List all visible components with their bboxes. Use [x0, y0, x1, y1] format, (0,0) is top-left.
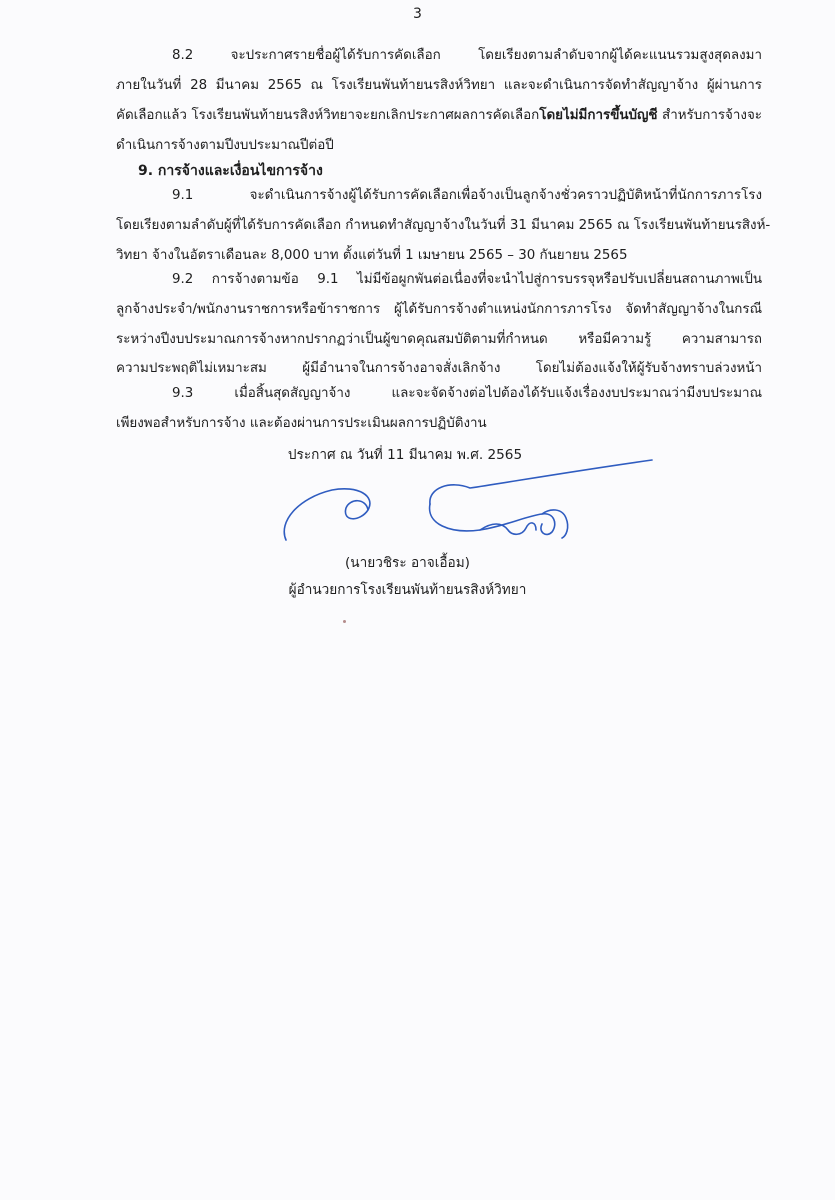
announcement-date: ประกาศ ณ วันที่ 11 มีนาคม พ.ศ. 2565 [287, 447, 523, 463]
section-9-3-line-2: เพียงพอสำหรับการจ้าง และต้องผ่านการประเมินผลการปฏิบัติงาน [116, 416, 487, 431]
section-9-2-line-3: ระหว่างปีงบประมาณการจ้างหากปรากฏว่าเป็นผู้ขาดคุณสมบัติตามที่กำหนด หรือมีความรู้ ความสามารถ [116, 332, 762, 347]
section-9-heading: 9. การจ้างและเงื่อนไขการจ้าง [138, 163, 323, 179]
section-8-2-line-1: 8.2 จะประกาศรายชื่อผู้ได้รับการคัดเลือก โดยเรียงตามลำดับจากผู้ได้คะแนนรวมสูงสุดลงมา [172, 48, 762, 63]
page-number: 3 [413, 6, 422, 22]
signature [280, 452, 660, 552]
section-9-2-line-2: ลูกจ้างประจำ/พนักงานราชการหรือข้าราชการ ผู้ได้รับการจ้างตำแหน่งนักการภารโรง จัดทำสัญญาจ้างในกรณี [116, 302, 762, 317]
signer-name: (นายวชิระ อาจเอื้อม) [345, 555, 470, 571]
section-9-3-line-1: 9.3 เมื่อสิ้นสุดสัญญาจ้าง และจะจัดจ้างต่อไปต้องได้รับแจ้งเรื่องงบประมาณว่ามีงบประมาณ [172, 386, 762, 401]
section-8-2-line-2: ภายในวันที่ 28 มีนาคม 2565 ณ โรงเรียนพันท้ายนรสิงห์วิทยา และจะดำเนินการจัดทำสัญญาจ้าง ผู้ผ่านการ [116, 78, 762, 93]
section-9-1-line-2: โดยเรียงตามลำดับผู้ที่ได้รับการคัดเลือก กำหนดทำสัญญาจ้างในวันที่ 31 มีนาคม 2565 ณ โรงเรียนพันท้ายนรสิงห์- [116, 218, 771, 233]
section-8-2-line-4: ดำเนินการจ้างตามปีงบประมาณปีต่อปี [116, 138, 334, 153]
section-9-2-line-1: 9.2 การจ้างตามข้อ 9.1 ไม่มีข้อผูกพันต่อเนื่องที่จะนำไปสู่การบรรจุหรือปรับเปลี่ยนสถานภาพเป็น [172, 272, 762, 287]
no-list-registration-emphasis: โดยไม่มีการขึ้นบัญชี [539, 108, 658, 123]
section-9-2-line-4: ความประพฤติไม่เหมาะสม ผู้มีอำนาจในการจ้างอาจสั่งเลิกจ้าง โดยไม่ต้องแจ้งให้ผู้รับจ้างทราบล่วงหน้า [116, 361, 762, 376]
signer-title: ผู้อำนวยการโรงเรียนพันท้ายนรสิงห์วิทยา [288, 582, 527, 598]
section-8-2-line-3-tail: สำหรับการจ้างจะ [657, 108, 762, 123]
section-9-1-line-3: วิทยา จ้างในอัตราเดือนละ 8,000 บาท ตั้งแต่วันที่ 1 เมษายน 2565 – 30 กันยายน 2565 [116, 248, 628, 263]
section-8-2-line-3-text: คัดเลือกแล้ว โรงเรียนพันท้ายนรสิงห์วิทยาจะยกเลิกประกาศผลการคัดเลือก [116, 108, 540, 123]
section-9-1-line-1: 9.1 จะดำเนินการจ้างผู้ได้รับการคัดเลือกเพื่อจ้างเป็นลูกจ้างชั่วคราวปฏิบัติหน้าที่นักการภารโรง [172, 188, 762, 203]
stray-ink-dot [343, 620, 346, 623]
section-8-2-line-3 [116, 101, 762, 131]
